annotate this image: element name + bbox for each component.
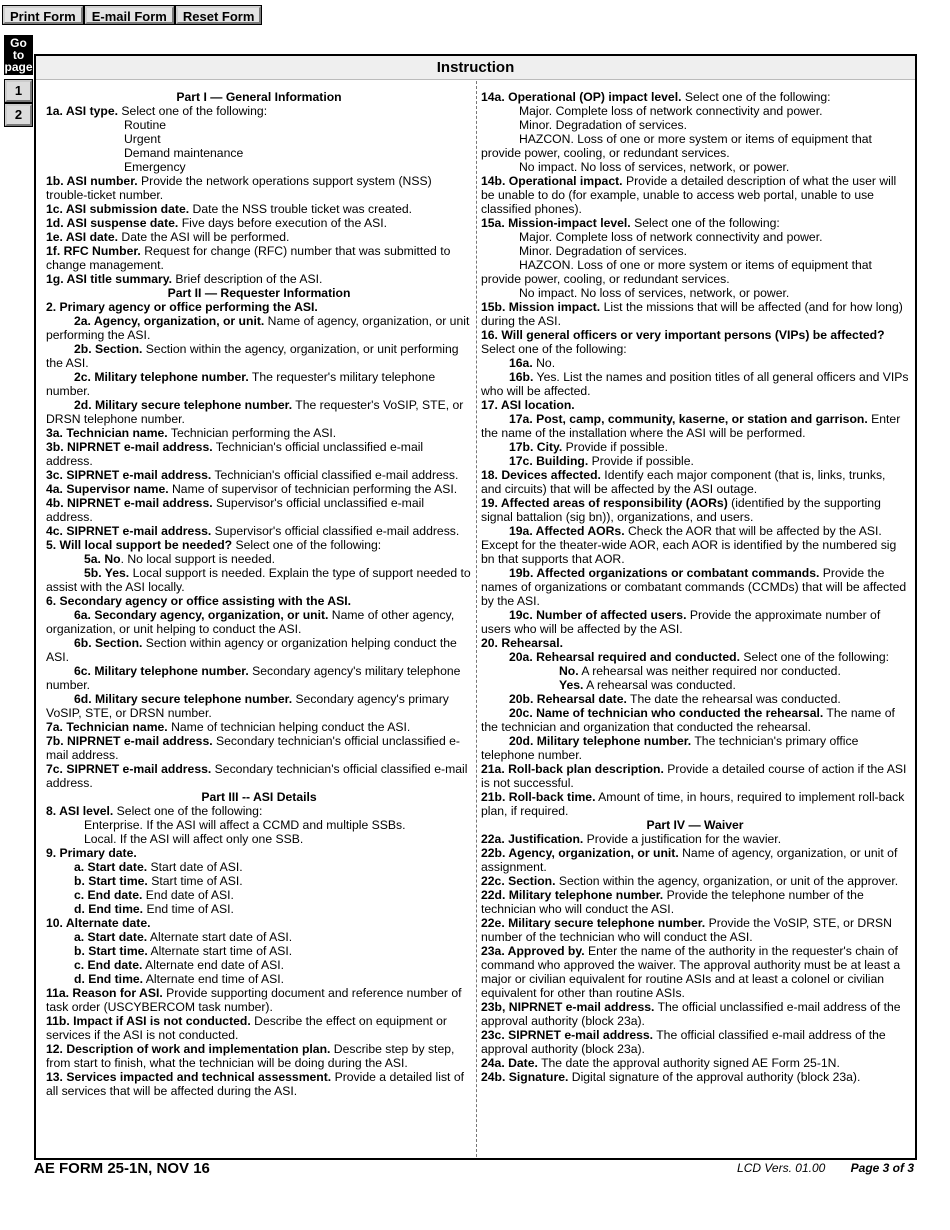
instruction-item [481,678,909,692]
item-label: 16b. [509,370,534,384]
instruction-item [481,496,909,524]
item-text: Enterprise. If the ASI will affect a CCMD and multiple SSBs. [84,818,406,832]
reset-form-button[interactable]: Reset Form [176,6,262,24]
instruction-item [481,286,909,300]
instruction-item [481,370,909,398]
instruction-item [46,132,472,146]
item-label: 2b. Section. [74,342,143,356]
item-text: Provide the VoSIP, STE, or DRSN number of the technician who will conduct the ASI. [481,916,892,944]
instruction-item [481,300,909,328]
item-text: HAZCON. Loss of one or more system or items of equipment that provide power, cooling, or redundant services. [481,258,872,286]
item-label: 20c. Name of technician who conducted the rehearsal. [509,706,824,720]
instruction-item [481,650,909,664]
item-text: End time of ASI. [143,902,234,916]
instruction-item [46,440,472,468]
item-text: Alternate end date of ASI. [142,958,285,972]
item-text: Local. If the ASI will affect only one SSB. [84,832,304,846]
item-text: Name of supervisor of technician performing the ASI. [168,482,458,496]
item-label: 22d. Military telephone number. [481,888,664,902]
item-text: Secondary technician's official unclassified e-mail address. [46,734,460,762]
item-text: Emergency [124,160,186,174]
instruction-item [46,1070,472,1098]
instruction-item [46,664,472,692]
item-label: 6c. Military telephone number. [74,664,249,678]
item-label: a. Start date. [74,930,148,944]
item-label: 24b. Signature. [481,1070,569,1084]
instruction-item [481,468,909,496]
instruction-item [481,174,909,216]
item-text: Alternate start date of ASI. [147,930,293,944]
instruction-item [46,104,472,118]
item-text: Alternate end time of ASI. [143,972,284,986]
item-text: Major. Complete loss of network connectivity and power. [519,104,823,118]
item-text: . No local support is needed. [120,552,276,566]
instruction-item [481,258,909,286]
item-label: 1d. ASI suspense date. [46,216,179,230]
instruction-item [481,1070,909,1084]
item-label: 16a. [509,356,533,370]
item-text: Supervisor's official classified e-mail address. [211,524,460,538]
right-column [481,90,909,1084]
item-label: 4b. NIPRNET e-mail address. [46,496,213,510]
item-label: 17b. City. [509,440,563,454]
instruction-item [481,832,909,846]
item-text: A rehearsal was conducted. [583,678,736,692]
instruction-item [46,342,472,370]
item-label: 14a. Operational (OP) impact level. [481,90,682,104]
item-label: 22e. Military secure telephone number. [481,916,706,930]
item-label: 17a. Post, camp, community, kaserne, or station and garrison. [509,412,868,426]
item-label: 20b. Rehearsal date. [509,692,627,706]
instruction-item [481,1028,909,1056]
item-text: Date the ASI will be performed. [118,230,290,244]
item-label: 20a. Rehearsal required and conducted. [509,650,740,664]
item-text: Provide if possible. [562,440,668,454]
item-label: a. Start date. [74,860,148,874]
instruction-item [481,412,909,440]
go-to-page-label: Go to page [4,36,33,74]
print-form-button[interactable]: Print Form [3,6,83,24]
section-heading: Part II — Requester Information [167,286,351,300]
item-label: 19b. Affected organizations or combatant commands. [509,566,820,580]
item-text: Select one of the following: [681,90,831,104]
instruction-item [46,524,472,538]
page-2-button[interactable]: 2 [5,104,32,126]
instruction-item [481,440,909,454]
email-form-button[interactable]: E-mail Form [85,6,174,24]
item-label: 1a. ASI type. [46,104,119,118]
instruction-item [46,398,472,426]
instruction-item [481,524,909,566]
item-label: c. End date. [74,888,143,902]
instruction-item [46,818,472,832]
page-1-button[interactable]: 1 [5,80,32,102]
item-text: Name of other agency, organization, or unit helping to conduct the ASI. [46,608,455,636]
instruction-item [481,888,909,916]
item-text: Provide the telephone number of the technician who will conduct the ASI. [481,888,864,916]
item-label: 16. Will general officers or very important persons (VIPs) be affected? [481,328,885,342]
item-label: 14b. Operational impact. [481,174,623,188]
item-text: Urgent [124,132,161,146]
instruction-item [46,300,472,314]
instruction-item [46,118,472,132]
instruction-item [46,902,472,916]
item-label: 19c. Number of affected users. [509,608,687,622]
item-text: Secondary agency's military telephone number. [46,664,461,692]
item-label: 3a. Technician name. [46,426,168,440]
instruction-item [46,594,472,608]
instruction-item [481,664,909,678]
item-text: Provide the network operations support system (NSS) trouble-ticket number. [46,174,432,202]
item-text: No. [532,356,556,370]
item-text: Check the AOR that will be affected by the ASI. Except for the theater-wide AOR, each AOR is identified by the numbered sig bn that supports that AOR. [481,524,897,566]
instruction-frame [34,54,917,1160]
item-text: Five days before execution of the ASI. [178,216,387,230]
item-label: 9. Primary date. [46,846,137,860]
instruction-header: Instruction [36,56,915,80]
item-label: b. Start time. [74,874,148,888]
item-text: Amount of time, in hours, required to implement roll-back plan, if required. [481,790,905,818]
column-divider [476,81,477,1157]
instruction-item [481,790,909,818]
item-label: 1c. ASI submission date. [46,202,190,216]
instruction-item [46,216,472,230]
instruction-item [481,1000,909,1028]
instruction-item [46,160,472,174]
instruction-item [46,146,472,160]
item-text: Select one of the following: [630,216,780,230]
item-label: 11b. Impact if ASI is not conducted. [46,1014,251,1028]
item-label: 3c. SIPRNET e-mail address. [46,468,212,482]
item-label: 21b. Roll-back time. [481,790,596,804]
item-text: The date the rehearsal was conducted. [626,692,841,706]
item-label: d. End time. [74,972,144,986]
item-text: The requester's VoSIP, STE, or DRSN telephone number. [46,398,464,426]
left-column [46,90,472,1098]
instruction-item [481,454,909,468]
instruction-item [481,636,909,650]
item-label: 23b, NIPRNET e-mail address. [481,1000,655,1014]
instruction-item [481,328,909,356]
instruction-item [46,930,472,944]
item-label: 3b. NIPRNET e-mail address. [46,440,213,454]
instruction-item [46,888,472,902]
item-text: Enter the name of the installation where the ASI will be performed. [481,412,901,440]
item-text: The technician's primary office telephone number. [481,734,859,762]
item-label: 19. Affected areas of responsibility (AORs) [481,496,728,510]
instruction-item [46,482,472,496]
instruction-item [46,538,472,552]
item-label: 15a. Mission-impact level. [481,216,631,230]
item-text: HAZCON. Loss of one or more system or items of equipment that provide power, cooling, or redundant services. [481,132,872,160]
instruction-item [46,916,472,930]
item-text: Start time of ASI. [147,874,243,888]
form-toolbar [3,6,261,24]
item-text: Describe step by step, from start to finish, what the technician will be doing during the ASI. [46,1042,455,1070]
item-label: b. Start time. [74,944,148,958]
instruction-item [481,944,909,1000]
item-text: Technician performing the ASI. [167,426,337,440]
section-heading: Part IV — Waiver [646,818,744,832]
instruction-item [481,874,909,888]
item-text: Name of agency, organization, or unit performing the ASI. [46,314,470,342]
item-label: 7a. Technician name. [46,720,168,734]
instruction-item [46,496,472,524]
item-text: No impact. No loss of services, network, or power. [519,286,790,300]
item-label: 23c. SIPRNET e-mail address. [481,1028,654,1042]
instruction-item [481,916,909,944]
item-text: Minor. Degradation of services. [519,118,687,132]
item-label: 6d. Military secure telephone number. [74,692,293,706]
item-text: Yes. List the names and position titles of all general officers and VIPs who will be affected. [481,370,909,398]
instruction-item [46,230,472,244]
section-heading: Part I — General Information [176,90,342,104]
item-text: Major. Complete loss of network connectivity and power. [519,230,823,244]
item-label: 2. Primary agency or office performing the ASI. [46,300,318,314]
instruction-item [46,174,472,202]
item-text: Brief description of the ASI. [171,272,323,286]
item-text: Section within the agency, organization, or unit performing the ASI. [46,342,459,370]
item-text: Secondary technician's official classified e-mail address. [46,762,468,790]
instruction-item [481,398,909,412]
item-text: Technician's official classified e-mail address. [211,468,459,482]
instruction-item [46,692,472,720]
item-label: 19a. Affected AORs. [509,524,625,538]
item-label: 17. ASI location. [481,398,575,412]
item-text: Date the NSS trouble ticket was created. [189,202,413,216]
item-text: Provide the names of organizations or combatant commands (CCMDs) that will be affected by the ASI. [481,566,907,608]
item-text: A rehearsal was neither required nor conducted. [578,664,841,678]
instruction-item [481,356,909,370]
item-text: Routine [124,118,167,132]
item-text: Supervisor's official unclassified e-mail address. [46,496,425,524]
instruction-item [481,132,909,160]
instruction-item [46,958,472,972]
item-label: 10. Alternate date. [46,916,151,930]
instruction-item [46,860,472,874]
item-text: The official unclassified e-mail address of the approval authority (block 23a). [481,1000,901,1028]
item-text: Local support is needed. Explain the type of support needed to assist with the ASI locally. [46,566,471,594]
instruction-item [46,1014,472,1042]
item-text: Section within the agency, organization, or unit of the approver. [555,874,899,888]
instruction-item [46,874,472,888]
item-text: Describe the effect on equipment or services if the ASI is not conducted. [46,1014,447,1042]
instruction-item [481,1056,909,1070]
item-label: 2c. Military telephone number. [74,370,249,384]
item-text: Technician's official unclassified e-mail address. [46,440,424,468]
instruction-item [481,90,909,104]
instruction-item [481,160,909,174]
instruction-item [481,230,909,244]
instruction-item [481,692,909,706]
item-text: End date of ASI. [142,888,234,902]
instruction-item [46,426,472,440]
item-label: 7c. SIPRNET e-mail address. [46,762,212,776]
instruction-item [46,636,472,664]
item-label: 1f. RFC Number. [46,244,141,258]
instruction-item [481,734,909,762]
item-label: 1g. ASI title summary. [46,272,172,286]
instruction-item [481,706,909,734]
instruction-item [46,272,472,286]
item-text: Minor. Degradation of services. [519,244,687,258]
item-label: 2d. Military secure telephone number. [74,398,293,412]
item-text: Provide a detailed course of action if the ASI is not successful. [481,762,907,790]
item-label: 1b. ASI number. [46,174,138,188]
item-text: Provide supporting document and reference number of task order (USCYBERCOM task number). [46,986,462,1014]
item-text: Digital signature of the approval authority (block 23a). [568,1070,861,1084]
item-text: Select one of the following: [118,104,268,118]
instruction-item [46,720,472,734]
item-text: Name of agency, organization, or unit of assignment. [481,846,898,874]
item-text: Provide the approximate number of users who will be affected by the ASI. [481,608,881,636]
item-text: Alternate start time of ASI. [147,944,293,958]
item-text: Select one of the following: [113,804,263,818]
instruction-item [46,804,472,818]
item-text: The requester's military telephone number. [46,370,436,398]
item-text: Select one of the following: [739,650,890,664]
instruction-item [46,762,472,790]
instruction-item [481,244,909,258]
section-heading: Part III -- ASI Details [201,790,317,804]
instruction-item [46,552,472,566]
item-label: 20. Rehearsal. [481,636,563,650]
item-label: 5a. No [84,552,121,566]
item-text: Start date of ASI. [147,860,243,874]
item-text: Select one of the following: [481,342,627,356]
item-text: Section within agency or organization helping conduct the ASI. [46,636,457,664]
item-label: 7b. NIPRNET e-mail address. [46,734,213,748]
instruction-item [481,608,909,636]
item-label: 15b. Mission impact. [481,300,601,314]
instruction-item [46,566,472,594]
instruction-item [46,734,472,762]
lcd-version: LCD Vers. 01.00 [737,1161,826,1175]
instruction-item [46,468,472,482]
item-text: Provide a detailed list of all services that will be affected during the ASI. [46,1070,464,1098]
item-label: 11a. Reason for ASI. [46,986,163,1000]
instruction-item [46,608,472,636]
instruction-item [46,846,472,860]
page-number: Page 3 of 3 [850,1161,914,1175]
item-text: List the missions that will be affected (and for how long) during the ASI. [481,300,903,328]
item-label: 22c. Section. [481,874,556,888]
instruction-item [46,832,472,846]
item-label: 13. Services impacted and technical assessment. [46,1070,332,1084]
item-text: No impact. No loss of services, network, or power. [519,160,790,174]
item-text: The official classified e-mail address of the approval authority (block 23a). [481,1028,886,1056]
item-label: 4c. SIPRNET e-mail address. [46,524,212,538]
instruction-item [46,986,472,1014]
item-text: Secondary agency's primary VoSIP, STE, or DRSN number. [46,692,449,720]
instruction-item [46,244,472,272]
item-label: 1e. ASI date. [46,230,119,244]
item-label: 20d. Military telephone number. [509,734,692,748]
item-text: The date the approval authority signed AE Form 25-1N. [537,1056,840,1070]
item-text: (identified by the supporting signal battalion (sig bn)), organizations, and users. [481,496,881,524]
item-label: 22b. Agency, organization, or unit. [481,846,679,860]
item-label: 17c. Building. [509,454,589,468]
item-label: c. End date. [74,958,143,972]
footer-info [737,1161,914,1175]
item-label: 24a. Date. [481,1056,538,1070]
instruction-item [481,846,909,874]
item-text: Demand maintenance [124,146,244,160]
instruction-item [481,566,909,608]
item-label: Yes. [559,678,584,692]
item-label: 6a. Secondary agency, organization, or unit. [74,608,329,622]
item-label: 12. Description of work and implementation plan. [46,1042,331,1056]
item-text: Select one of the following: [232,538,382,552]
item-label: 6. Secondary agency or office assisting with the ASI. [46,594,351,608]
item-label: 8. ASI level. [46,804,114,818]
item-text: Provide a detailed description of what the user will be unable to do (for example, unable to access web portal, unable to use classified phones). [481,174,897,216]
item-text: The name of the technician and organization that conducted the rehearsal. [481,706,895,734]
item-text: Provide if possible. [588,454,694,468]
instruction-item [481,762,909,790]
item-text: Name of technician helping conduct the ASI. [167,720,411,734]
item-label: 22a. Justification. [481,832,584,846]
instruction-item [46,202,472,216]
item-text: Provide a justification for the wavier. [583,832,782,846]
item-label: No. [559,664,579,678]
instruction-item [46,972,472,986]
instruction-item [481,118,909,132]
item-label: 18. Devices affected. [481,468,601,482]
instruction-item [46,944,472,958]
instruction-item [46,314,472,342]
item-label: d. End time. [74,902,144,916]
item-label: 2a. Agency, organization, or unit. [74,314,265,328]
instruction-item [46,1042,472,1070]
item-text: Enter the name of the authority in the requester's chain of command who approved the waiver. The approval authority must be at least a major or civilian equivalent for routine ASIs and at least a colonel or civilian equivalent for other than routine ASIs. [481,944,901,1000]
instruction-item [46,370,472,398]
item-label: 4a. Supervisor name. [46,482,169,496]
item-text: Request for change (RFC) number that was submitted to change management. [46,244,451,272]
item-label: 6b. Section. [74,636,143,650]
instruction-item [481,104,909,118]
item-label: 5. Will local support be needed? [46,538,233,552]
item-label: 5b. Yes. [84,566,130,580]
item-label: 23a. Approved by. [481,944,585,958]
form-number: AE FORM 25-1N, NOV 16 [34,1160,210,1177]
instruction-item [481,216,909,230]
item-text: Identify each major component (that is, links, trunks, and circuits) that will be affected by the ASI outage. [481,468,886,496]
item-label: 21a. Roll-back plan description. [481,762,664,776]
